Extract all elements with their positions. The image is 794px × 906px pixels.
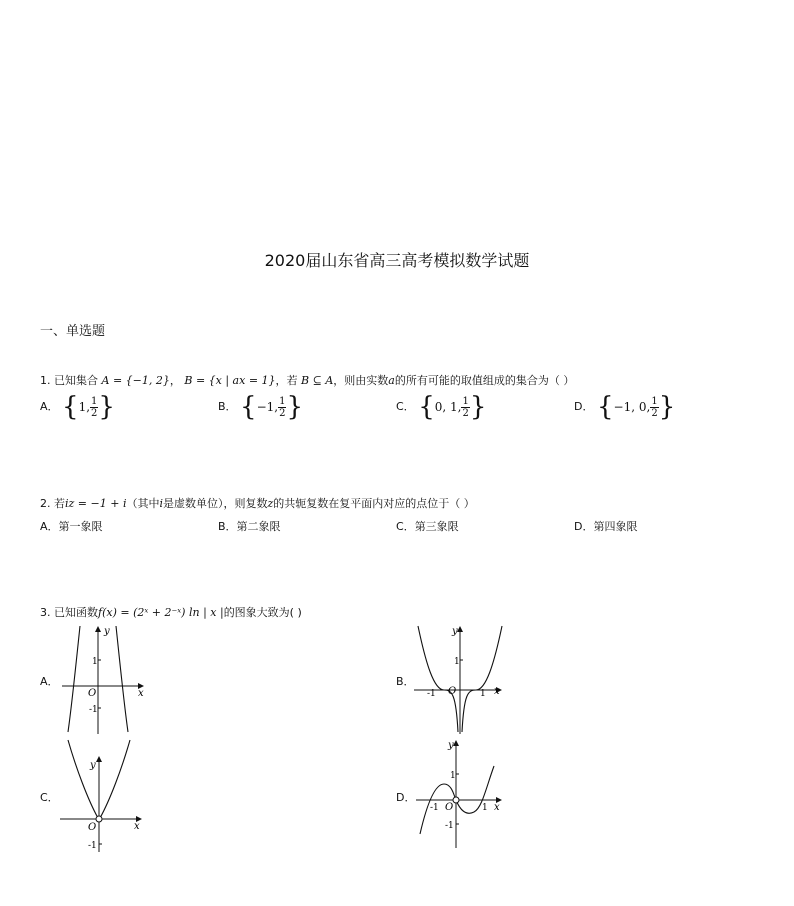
y-arrow-icon — [457, 626, 463, 632]
option-label: A． — [40, 400, 59, 413]
option-label: D． — [574, 400, 594, 413]
denominator: 2 — [462, 407, 469, 419]
denominator: 2 — [279, 407, 286, 419]
question-3-stem — [40, 604, 302, 620]
y-axis-label: y — [448, 740, 454, 751]
stem-text: 的图象大致为( ) — [223, 606, 302, 619]
stem-text: ，若 — [275, 374, 298, 387]
left-brace: { — [240, 392, 257, 422]
option-text: 第四象限 — [593, 520, 638, 533]
right-brace: } — [286, 392, 304, 422]
tick-label: -1 — [88, 841, 97, 851]
x-axis-label: x — [138, 688, 144, 699]
option-label: B． — [218, 400, 237, 413]
x-axis-label: x — [494, 686, 500, 697]
stem-text: 的所有可能的取值组成的集合为（ ） — [394, 374, 575, 387]
stem-text: 若 — [54, 497, 65, 510]
set-b: B = {x | ax = 1} — [184, 374, 276, 387]
tick-label: 1 — [454, 657, 460, 667]
question-number: 1. — [40, 374, 51, 387]
subset-relation: B ⊆ A — [301, 374, 334, 387]
q3-option-d-graph — [414, 738, 508, 850]
y-axis-label: y — [452, 626, 458, 637]
curve-left — [68, 626, 80, 732]
q1-option-c[interactable] — [396, 394, 486, 420]
equation: iz = −1 + i — [65, 497, 127, 510]
curve-right — [456, 766, 494, 813]
curve-right — [462, 626, 502, 732]
option-text: 第一象限 — [58, 520, 103, 533]
curve-left — [68, 740, 98, 818]
set-items: 1, — [78, 400, 91, 414]
q2-option-d[interactable] — [574, 518, 637, 534]
y-arrow-icon — [453, 740, 459, 746]
left-brace: { — [596, 392, 614, 422]
curve-left — [418, 626, 458, 732]
q3-option-b-graph — [412, 624, 508, 736]
y-axis-label: y — [104, 626, 110, 637]
question-1-stem — [40, 372, 574, 388]
tick-label: -1 — [430, 803, 439, 813]
denominator: 2 — [91, 407, 98, 419]
option-text: 第二象限 — [236, 520, 281, 533]
variable-z: z — [267, 497, 274, 510]
set-items: −1, 0, — [613, 400, 651, 414]
numerator: 1 — [91, 395, 98, 407]
q2-option-a[interactable] — [40, 518, 103, 534]
set-items: −1, — [256, 400, 279, 414]
tick-label: 1 — [482, 803, 488, 813]
function-definition: f(x) = (2ˣ + 2⁻ˣ) ln | x | — [98, 606, 224, 619]
tick-label: 1 — [480, 689, 486, 699]
stem-text: 已知集合 — [54, 374, 98, 387]
q2-option-c[interactable] — [396, 518, 459, 534]
open-point — [96, 816, 102, 822]
q1-option-d[interactable] — [574, 394, 675, 420]
fraction — [650, 396, 658, 419]
page-title: 2020届山东省高三高考模拟数学试题 — [264, 251, 530, 270]
curve-right — [100, 740, 130, 818]
stem-text: 是虚数单位），则复数 — [163, 497, 268, 510]
section-heading: 一、单选题 — [40, 324, 106, 339]
question-2-stem — [40, 495, 475, 511]
tick-label: -1 — [89, 705, 98, 715]
tick-label: -1 — [427, 689, 436, 699]
origin-label: O — [448, 686, 457, 697]
left-brace: { — [62, 392, 79, 422]
option-label: B． — [218, 520, 237, 533]
tick-label: 1 — [450, 771, 456, 781]
set-a: A = {−1, 2} — [101, 374, 170, 387]
origin-label: O — [445, 802, 454, 813]
q2-option-b[interactable] — [218, 518, 281, 534]
question-number: 2. — [40, 497, 51, 510]
imaginary-unit: i — [159, 497, 163, 510]
q3-option-d-label[interactable]: D． — [396, 791, 416, 804]
q3-option-c-label[interactable]: C． — [40, 791, 59, 804]
separator: ， — [169, 374, 181, 387]
q3-option-a-graph — [60, 624, 150, 736]
stem-text: 的共轭复数在复平面内对应的点位于（ ） — [273, 497, 475, 510]
stem-text: （其中 — [126, 497, 160, 510]
right-brace: } — [98, 392, 115, 422]
option-label: C． — [396, 400, 415, 413]
y-arrow-icon — [96, 756, 102, 762]
numerator: 1 — [462, 395, 469, 407]
q3-option-a-label[interactable]: A． — [40, 675, 59, 688]
q3-option-c-graph — [58, 738, 148, 854]
variable-a: a — [388, 374, 395, 387]
y-arrow-icon — [95, 626, 101, 632]
x-axis-label: x — [134, 821, 140, 832]
left-brace: { — [418, 392, 435, 422]
option-label: D． — [574, 520, 594, 533]
numerator: 1 — [651, 395, 658, 407]
right-brace: } — [658, 392, 676, 422]
origin-label: O — [88, 688, 97, 699]
stem-text: 已知函数 — [54, 606, 98, 619]
origin-label: O — [88, 822, 97, 833]
set-items: 0, 1, — [434, 400, 462, 414]
q3-option-b-label[interactable]: B． — [396, 675, 415, 688]
open-point — [453, 797, 459, 803]
option-label: C． — [396, 520, 415, 533]
tick-label: -1 — [445, 821, 454, 831]
question-number: 3. — [40, 606, 51, 619]
denominator: 2 — [651, 407, 658, 419]
x-axis-label: x — [494, 802, 500, 813]
stem-text: ，则由实数 — [333, 374, 389, 387]
option-label: A． — [40, 520, 59, 533]
q1-option-b[interactable] — [218, 394, 303, 420]
y-axis-label: y — [90, 760, 96, 771]
tick-label: 1 — [92, 657, 98, 667]
right-brace: } — [469, 392, 487, 422]
q1-option-a[interactable] — [40, 394, 115, 420]
curve-right — [116, 626, 128, 732]
numerator: 1 — [279, 395, 286, 407]
fraction — [461, 396, 469, 419]
option-text: 第三象限 — [414, 520, 459, 533]
